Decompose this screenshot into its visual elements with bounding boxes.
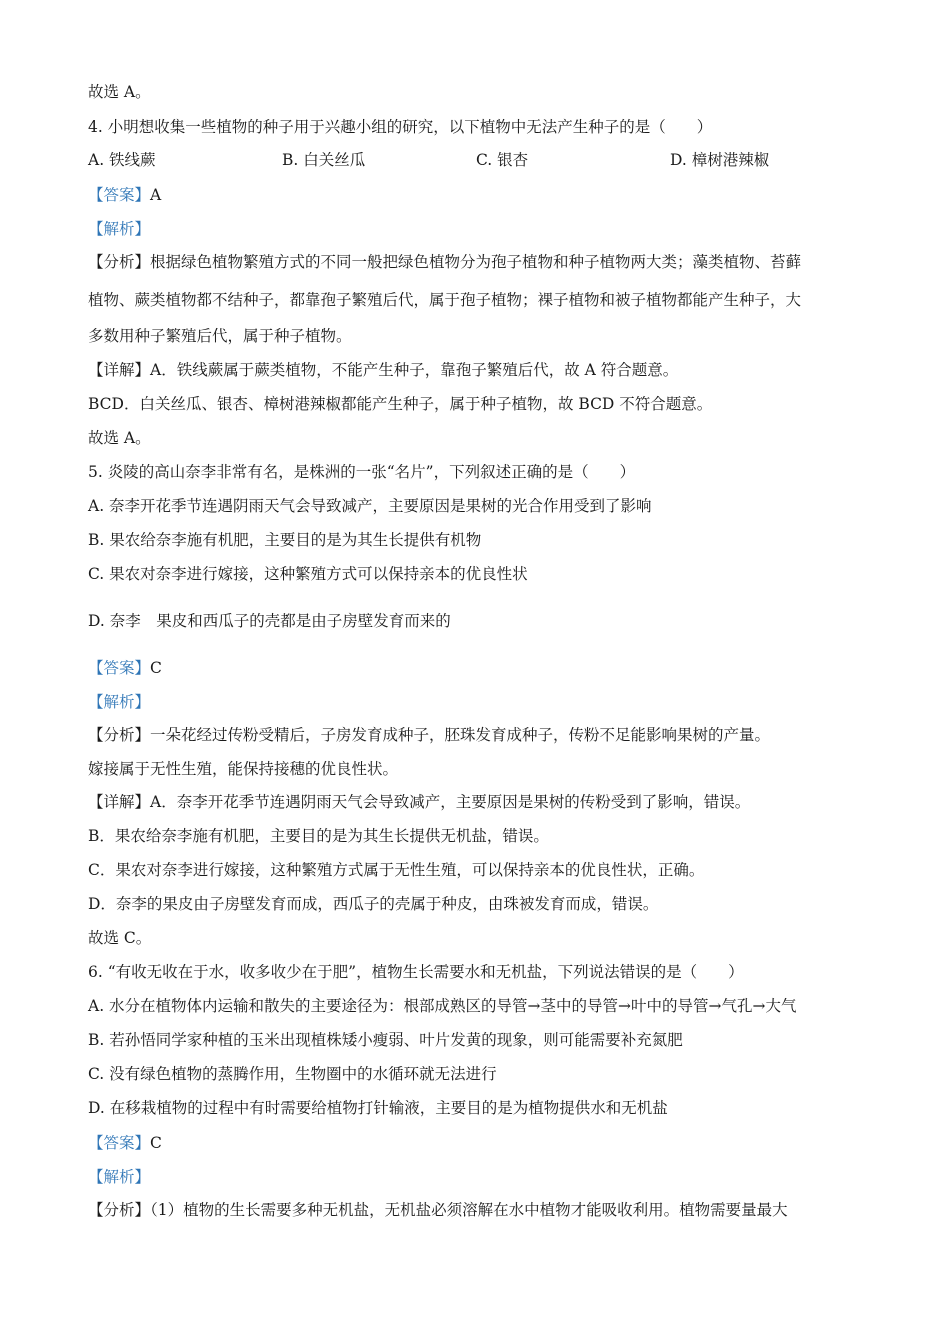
q5-conclusion: 故选 C。: [88, 929, 152, 947]
q6-option-a: A. 水分在植物体内运输和散失的主要途径为：根部成熟区的导管→茎中的导管→叶中的导管→气孔→大气: [88, 997, 797, 1015]
q4-option-d: D. 樟树港辣椒: [670, 151, 770, 169]
answer-value: C: [150, 1134, 162, 1152]
question-4: 4. 小明想收集一些植物的种子用于兴趣小组的研究，以下植物中无法产生种子的是（ ）: [88, 118, 713, 136]
q6-analysis-tag: 【解析】: [88, 1168, 151, 1186]
q4-conclusion: 故选 A。: [88, 429, 151, 447]
q4-analysis-3: 多数用种子繁殖后代，属于种子植物。: [88, 327, 352, 345]
answer-tag: 【答案】: [88, 1134, 151, 1152]
answer-tag: 【答案】: [88, 659, 151, 677]
q4-option-b: B. 白关丝瓜: [282, 151, 366, 169]
answer-tag: 【答案】: [88, 186, 151, 204]
q5-option-d: D. 奈李 果皮和西瓜子的壳都是由子房壁发育而来的: [88, 612, 451, 630]
q4-option-a: A. 铁线蕨: [88, 151, 156, 169]
q4-option-c: C. 银杏: [476, 151, 529, 169]
answer-value: A: [150, 186, 162, 204]
q4-detail-1: 【详解】A．铁线蕨属于蕨类植物，不能产生种子，靠孢子繁殖后代，故 A 符合题意。: [88, 361, 679, 379]
q6-option-d: D. 在移栽植物的过程中有时需要给植物打针输液，主要目的是为植物提供水和无机盐: [88, 1099, 668, 1117]
q5-analysis-1: 【分析】一朵花经过传粉受精后，子房发育成种子，胚珠发育成种子，传粉不足能影响果树的产量。: [88, 726, 771, 744]
question-6: 6. “有收无收在于水，收多收少在于肥”，植物生长需要水和无机盐，下列说法错误的是（ ）: [88, 963, 744, 981]
q6-answer: [88, 1133, 162, 1153]
q4-analysis-2: 植物、蕨类植物都不结种子，都靠孢子繁殖后代，属于孢子植物；裸子植物和被子植物都能产生种子，大: [88, 291, 802, 309]
q5-detail-2: B．果农给奈李施有机肥，主要目的是为其生长提供无机盐，错误。: [88, 827, 549, 845]
q5-option-a: A. 奈李开花季节连遇阴雨天气会导致减产，主要原因是果树的光合作用受到了影响: [88, 497, 652, 515]
q6-analysis-1: 【分析】（1）植物的生长需要多种无机盐，无机盐必须溶解在水中植物才能吸收利用。植物需要量最大: [88, 1201, 788, 1219]
q5-analysis-2: 嫁接属于无性生殖，能保持接穗的优良性状。: [88, 760, 399, 778]
q4-analysis-1: 【分析】根据绿色植物繁殖方式的不同一般把绿色植物分为孢子植物和种子植物两大类；藻类植物、苔藓: [88, 253, 802, 271]
q5-detail-4: D．奈李的果皮由子房壁发育而成，西瓜子的壳属于种皮，由珠被发育而成，错误。: [88, 895, 659, 913]
q5-option-c: C. 果农对奈李进行嫁接，这种繁殖方式可以保持亲本的优良性状: [88, 565, 528, 583]
q4-answer: [88, 185, 161, 205]
answer-value: C: [150, 659, 162, 677]
q5-analysis-tag: 【解析】: [88, 693, 151, 711]
q6-option-b: B. 若孙悟同学家种植的玉米出现植株矮小瘦弱、叶片发黄的现象，则可能需要补充氮肥: [88, 1031, 683, 1049]
q6-option-c: C. 没有绿色植物的蒸腾作用，生物圈中的水循环就无法进行: [88, 1065, 497, 1083]
q5-detail-1: 【详解】A．奈李开花季节连遇阴雨天气会导致减产，主要原因是果树的传粉受到了影响，错误。: [88, 793, 751, 811]
q4-analysis-tag: 【解析】: [88, 220, 151, 238]
q4-detail-2: BCD．白关丝瓜、银杏、樟树港辣椒都能产生种子，属于种子植物，故 BCD 不符合题意。: [88, 395, 713, 413]
q5-detail-3: C．果农对奈李进行嫁接，这种繁殖方式属于无性生殖，可以保持亲本的优良性状，正确。: [88, 861, 705, 879]
q5-option-b: B. 果农给奈李施有机肥，主要目的是为其生长提供有机物: [88, 531, 482, 549]
q5-answer: [88, 658, 162, 678]
text-line: 故选 A。: [88, 83, 151, 101]
question-5: 5. 炎陵的高山奈李非常有名，是株洲的一张“名片”，下列叙述正确的是（ ）: [88, 463, 636, 481]
